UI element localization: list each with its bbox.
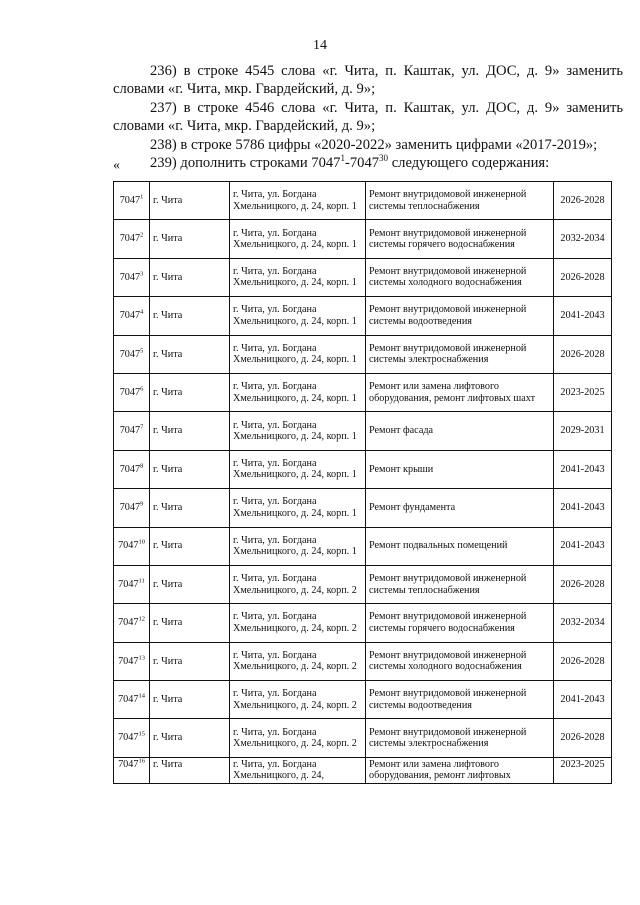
amendment-paragraphs bbox=[113, 62, 623, 172]
table-row bbox=[114, 489, 612, 527]
row-city: г. Чита bbox=[150, 297, 230, 335]
row-number-sup: 8 bbox=[140, 462, 144, 470]
row-address: г. Чита, ул. Богдана Хмельницкого, д. 24, корп. 1 bbox=[230, 335, 366, 373]
row-period: 2023-2025 bbox=[554, 373, 612, 411]
table-row bbox=[114, 565, 612, 603]
row-address: г. Чита, ул. Богдана Хмельницкого, д. 24, корп. 2 bbox=[230, 642, 366, 680]
row-address: г. Чита, ул. Богдана Хмельницкого, д. 24, корп. 2 bbox=[230, 565, 366, 603]
row-work-type: Ремонт подвальных помещений bbox=[366, 527, 554, 565]
row-address: г. Чита, ул. Богдана Хмельницкого, д. 24, корп. 2 bbox=[230, 604, 366, 642]
row-work-type: Ремонт внутридомовой инженерной системы теплоснабжения bbox=[366, 565, 554, 603]
opening-quote: « bbox=[113, 158, 120, 173]
table-row bbox=[114, 258, 612, 296]
row-work-type: Ремонт внутридомовой инженерной системы теплоснабжения bbox=[366, 182, 554, 220]
row-number-sup: 14 bbox=[138, 692, 145, 700]
row-period: 2041-2043 bbox=[554, 681, 612, 719]
paragraph-239 bbox=[113, 154, 623, 172]
table-row bbox=[114, 412, 612, 450]
row-city: г. Чита bbox=[150, 335, 230, 373]
row-number: 7047 bbox=[119, 348, 141, 360]
row-number-cell bbox=[114, 412, 150, 450]
row-number-cell bbox=[114, 489, 150, 527]
row-address: г. Чита, ул. Богдана Хмельницкого, д. 24, корп. 1 bbox=[230, 182, 366, 220]
table-body bbox=[114, 182, 612, 784]
row-number-cell bbox=[114, 373, 150, 411]
row-number-sup: 2 bbox=[140, 231, 144, 239]
row-number: 7047 bbox=[118, 732, 139, 744]
row-number: 7047 bbox=[119, 502, 141, 514]
row-address: г. Чита, ул. Богдана Хмельницкого, д. 24, bbox=[230, 757, 366, 783]
row-number-cell bbox=[114, 565, 150, 603]
row-work-type: Ремонт внутридомовой инженерной системы холодного водоснабжения bbox=[366, 258, 554, 296]
row-number-sup: 5 bbox=[140, 347, 144, 355]
row-work-type: Ремонт внутридомовой инженерной системы электроснабжения bbox=[366, 335, 554, 373]
table-row bbox=[114, 297, 612, 335]
row-number-sup: 6 bbox=[140, 385, 144, 393]
row-address: г. Чита, ул. Богдана Хмельницкого, д. 24, корп. 1 bbox=[230, 258, 366, 296]
row-number-sup: 11 bbox=[138, 577, 145, 585]
row-period: 2041-2043 bbox=[554, 297, 612, 335]
row-city: г. Чита bbox=[150, 604, 230, 642]
row-number: 7047 bbox=[119, 425, 141, 437]
row-number: 7047 bbox=[118, 578, 139, 590]
paragraph-239-sup-to: 30 bbox=[379, 153, 389, 164]
row-address: г. Чита, ул. Богдана Хмельницкого, д. 24, корп. 1 bbox=[230, 220, 366, 258]
row-number: 7047 bbox=[118, 694, 139, 706]
row-number-cell bbox=[114, 182, 150, 220]
row-period: 2032-2034 bbox=[554, 604, 612, 642]
table-row bbox=[114, 642, 612, 680]
row-period: 2026-2028 bbox=[554, 182, 612, 220]
row-address: г. Чита, ул. Богдана Хмельницкого, д. 24, корп. 1 bbox=[230, 450, 366, 488]
row-number-cell bbox=[114, 258, 150, 296]
table-row bbox=[114, 220, 612, 258]
row-period: 2041-2043 bbox=[554, 527, 612, 565]
table-row bbox=[114, 182, 612, 220]
paragraph-239-prefix: 239) дополнить строками 7047 bbox=[150, 155, 341, 172]
row-work-type: Ремонт внутридомовой инженерной системы горячего водоснабжения bbox=[366, 220, 554, 258]
row-number: 7047 bbox=[119, 194, 141, 206]
row-address: г. Чита, ул. Богдана Хмельницкого, д. 24, корп. 1 bbox=[230, 373, 366, 411]
row-number: 7047 bbox=[118, 758, 139, 770]
row-number: 7047 bbox=[119, 271, 141, 283]
row-number-cell bbox=[114, 220, 150, 258]
row-number: 7047 bbox=[118, 540, 139, 552]
row-number-sup: 1 bbox=[140, 193, 144, 201]
row-work-type: Ремонт внутридомовой инженерной системы водоотведения bbox=[366, 297, 554, 335]
repair-schedule-table bbox=[113, 181, 612, 784]
row-city: г. Чита bbox=[150, 681, 230, 719]
row-work-type: Ремонт внутридомовой инженерной системы электроснабжения bbox=[366, 719, 554, 757]
row-number-cell bbox=[114, 642, 150, 680]
table-row bbox=[114, 527, 612, 565]
row-city: г. Чита bbox=[150, 258, 230, 296]
table-row bbox=[114, 757, 612, 783]
row-city: г. Чита bbox=[150, 373, 230, 411]
row-period: 2029-2031 bbox=[554, 412, 612, 450]
row-period: 2023-2025 bbox=[554, 757, 612, 783]
row-city: г. Чита bbox=[150, 642, 230, 680]
row-work-type: Ремонт фасада bbox=[366, 412, 554, 450]
row-number: 7047 bbox=[119, 233, 141, 245]
table-row bbox=[114, 604, 612, 642]
row-period: 2026-2028 bbox=[554, 565, 612, 603]
row-number: 7047 bbox=[119, 463, 141, 475]
row-period: 2026-2028 bbox=[554, 335, 612, 373]
row-period: 2041-2043 bbox=[554, 450, 612, 488]
row-address: г. Чита, ул. Богдана Хмельницкого, д. 24, корп. 2 bbox=[230, 719, 366, 757]
row-city: г. Чита bbox=[150, 412, 230, 450]
row-number-sup: 15 bbox=[138, 731, 145, 739]
row-address: г. Чита, ул. Богдана Хмельницкого, д. 24, корп. 1 bbox=[230, 412, 366, 450]
row-number: 7047 bbox=[119, 310, 141, 322]
row-number-cell bbox=[114, 297, 150, 335]
row-city: г. Чита bbox=[150, 527, 230, 565]
row-city: г. Чита bbox=[150, 719, 230, 757]
paragraph-236: 236) в строке 4545 слова «г. Чита, п. Каштак, ул. ДОС, д. 9» заменить словами «г. Чита, мкр. Гвардейский, д. 9»; bbox=[113, 63, 623, 98]
row-city: г. Чита bbox=[150, 565, 230, 603]
row-number-cell bbox=[114, 450, 150, 488]
paragraph-239-sup-from: 1 bbox=[340, 153, 345, 164]
row-number-cell bbox=[114, 719, 150, 757]
row-city: г. Чита bbox=[150, 220, 230, 258]
table-row bbox=[114, 450, 612, 488]
row-period: 2026-2028 bbox=[554, 642, 612, 680]
row-number-cell bbox=[114, 681, 150, 719]
row-period: 2026-2028 bbox=[554, 258, 612, 296]
row-city: г. Чита bbox=[150, 182, 230, 220]
page-number: 14 bbox=[313, 38, 327, 53]
row-number-sup: 10 bbox=[138, 539, 145, 547]
table-row bbox=[114, 335, 612, 373]
row-number-cell bbox=[114, 757, 150, 783]
row-work-type: Ремонт или замена лифтового оборудования, ремонт лифтовых шахт bbox=[366, 373, 554, 411]
row-period: 2026-2028 bbox=[554, 719, 612, 757]
row-number: 7047 bbox=[118, 617, 139, 629]
row-address: г. Чита, ул. Богдана Хмельницкого, д. 24, корп. 1 bbox=[230, 297, 366, 335]
paragraph-238: 238) в строке 5786 цифры «2020-2022» заменить цифрами «2017-2019»; bbox=[150, 136, 598, 153]
table-row bbox=[114, 373, 612, 411]
row-work-type: Ремонт внутридомовой инженерной системы горячего водоснабжения bbox=[366, 604, 554, 642]
row-address: г. Чита, ул. Богдана Хмельницкого, д. 24, корп. 1 bbox=[230, 527, 366, 565]
row-number-sup: 4 bbox=[140, 308, 144, 316]
row-address: г. Чита, ул. Богдана Хмельницкого, д. 24, корп. 1 bbox=[230, 489, 366, 527]
row-work-type: Ремонт внутридомовой инженерной системы холодного водоснабжения bbox=[366, 642, 554, 680]
table-row bbox=[114, 719, 612, 757]
row-number-sup: 3 bbox=[140, 270, 144, 278]
row-number-sup: 7 bbox=[140, 423, 144, 431]
row-work-type: Ремонт фундамента bbox=[366, 489, 554, 527]
row-number-sup: 13 bbox=[138, 654, 145, 662]
row-number-sup: 9 bbox=[140, 500, 144, 508]
row-address: г. Чита, ул. Богдана Хмельницкого, д. 24, корп. 2 bbox=[230, 681, 366, 719]
row-city: г. Чита bbox=[150, 450, 230, 488]
row-number-sup: 12 bbox=[138, 615, 145, 623]
row-number-sup: 16 bbox=[138, 757, 145, 765]
row-number: 7047 bbox=[119, 386, 141, 398]
row-number-cell bbox=[114, 335, 150, 373]
paragraph-239-suffix: следующего содержания: bbox=[388, 155, 550, 172]
row-number-cell bbox=[114, 527, 150, 565]
row-number: 7047 bbox=[118, 655, 139, 667]
row-work-type: Ремонт внутридомовой инженерной системы водоотведения bbox=[366, 681, 554, 719]
table-row bbox=[114, 681, 612, 719]
row-city: г. Чита bbox=[150, 489, 230, 527]
row-city: г. Чита bbox=[150, 757, 230, 783]
row-work-type: Ремонт крыши bbox=[366, 450, 554, 488]
row-number-cell bbox=[114, 604, 150, 642]
row-work-type: Ремонт или замена лифтового оборудования, ремонт лифтовых bbox=[366, 757, 554, 783]
row-period: 2032-2034 bbox=[554, 220, 612, 258]
row-period: 2041-2043 bbox=[554, 489, 612, 527]
paragraph-239-dash: -7047 bbox=[344, 155, 380, 172]
paragraph-237: 237) в строке 4546 слова «г. Чита, п. Каштак, ул. ДОС, д. 9» заменить словами «г. Чита, мкр. Гвардейский, д. 9»; bbox=[113, 99, 623, 135]
